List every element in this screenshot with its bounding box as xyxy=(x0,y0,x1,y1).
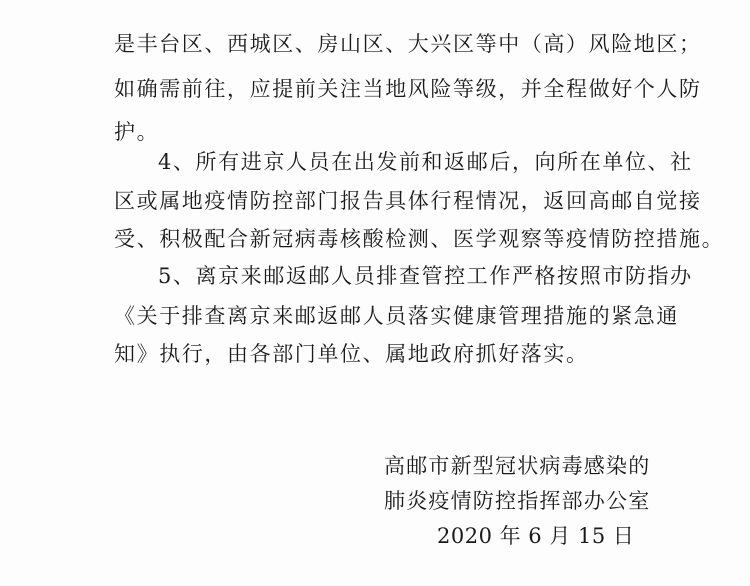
signature-org-line-2: 肺炎疫情防控指挥部办公室 xyxy=(384,489,651,513)
paragraph-3-line-1: 5、离京来邮返邮人员排查管控工作严格按照市防指办 xyxy=(158,264,693,288)
signature-date: 2020 年 6 月 15 日 xyxy=(437,524,635,548)
paragraph-2-line-2: 区或属地疫情防控部门报告具体行程情况，返回高邮自觉接 xyxy=(114,189,702,213)
paragraph-1-line-3: 护。 xyxy=(114,120,160,144)
signature-org-line-1: 高邮市新型冠状病毒感染的 xyxy=(384,454,651,478)
paragraph-1-line-1: 是丰台区、西城区、房山区、大兴区等中（高）风险地区； xyxy=(114,32,702,56)
paragraph-2-line-1: 4、所有进京人员在出发前和返邮后，向所在单位、社 xyxy=(158,150,693,174)
paragraph-2-line-3: 受、积极配合新冠病毒核酸检测、医学观察等疫情防控措施。 xyxy=(114,227,725,251)
paragraph-3-line-3: 知》执行，由各部门单位、属地政府抓好落实。 xyxy=(114,342,589,366)
paragraph-1-line-2: 如确需前往，应提前关注当地风险等级，并全程做好个人防 xyxy=(114,77,702,101)
paragraph-3-line-2: 《关于排查离京来邮返邮人员落实健康管理措施的紧急通 xyxy=(114,304,679,328)
